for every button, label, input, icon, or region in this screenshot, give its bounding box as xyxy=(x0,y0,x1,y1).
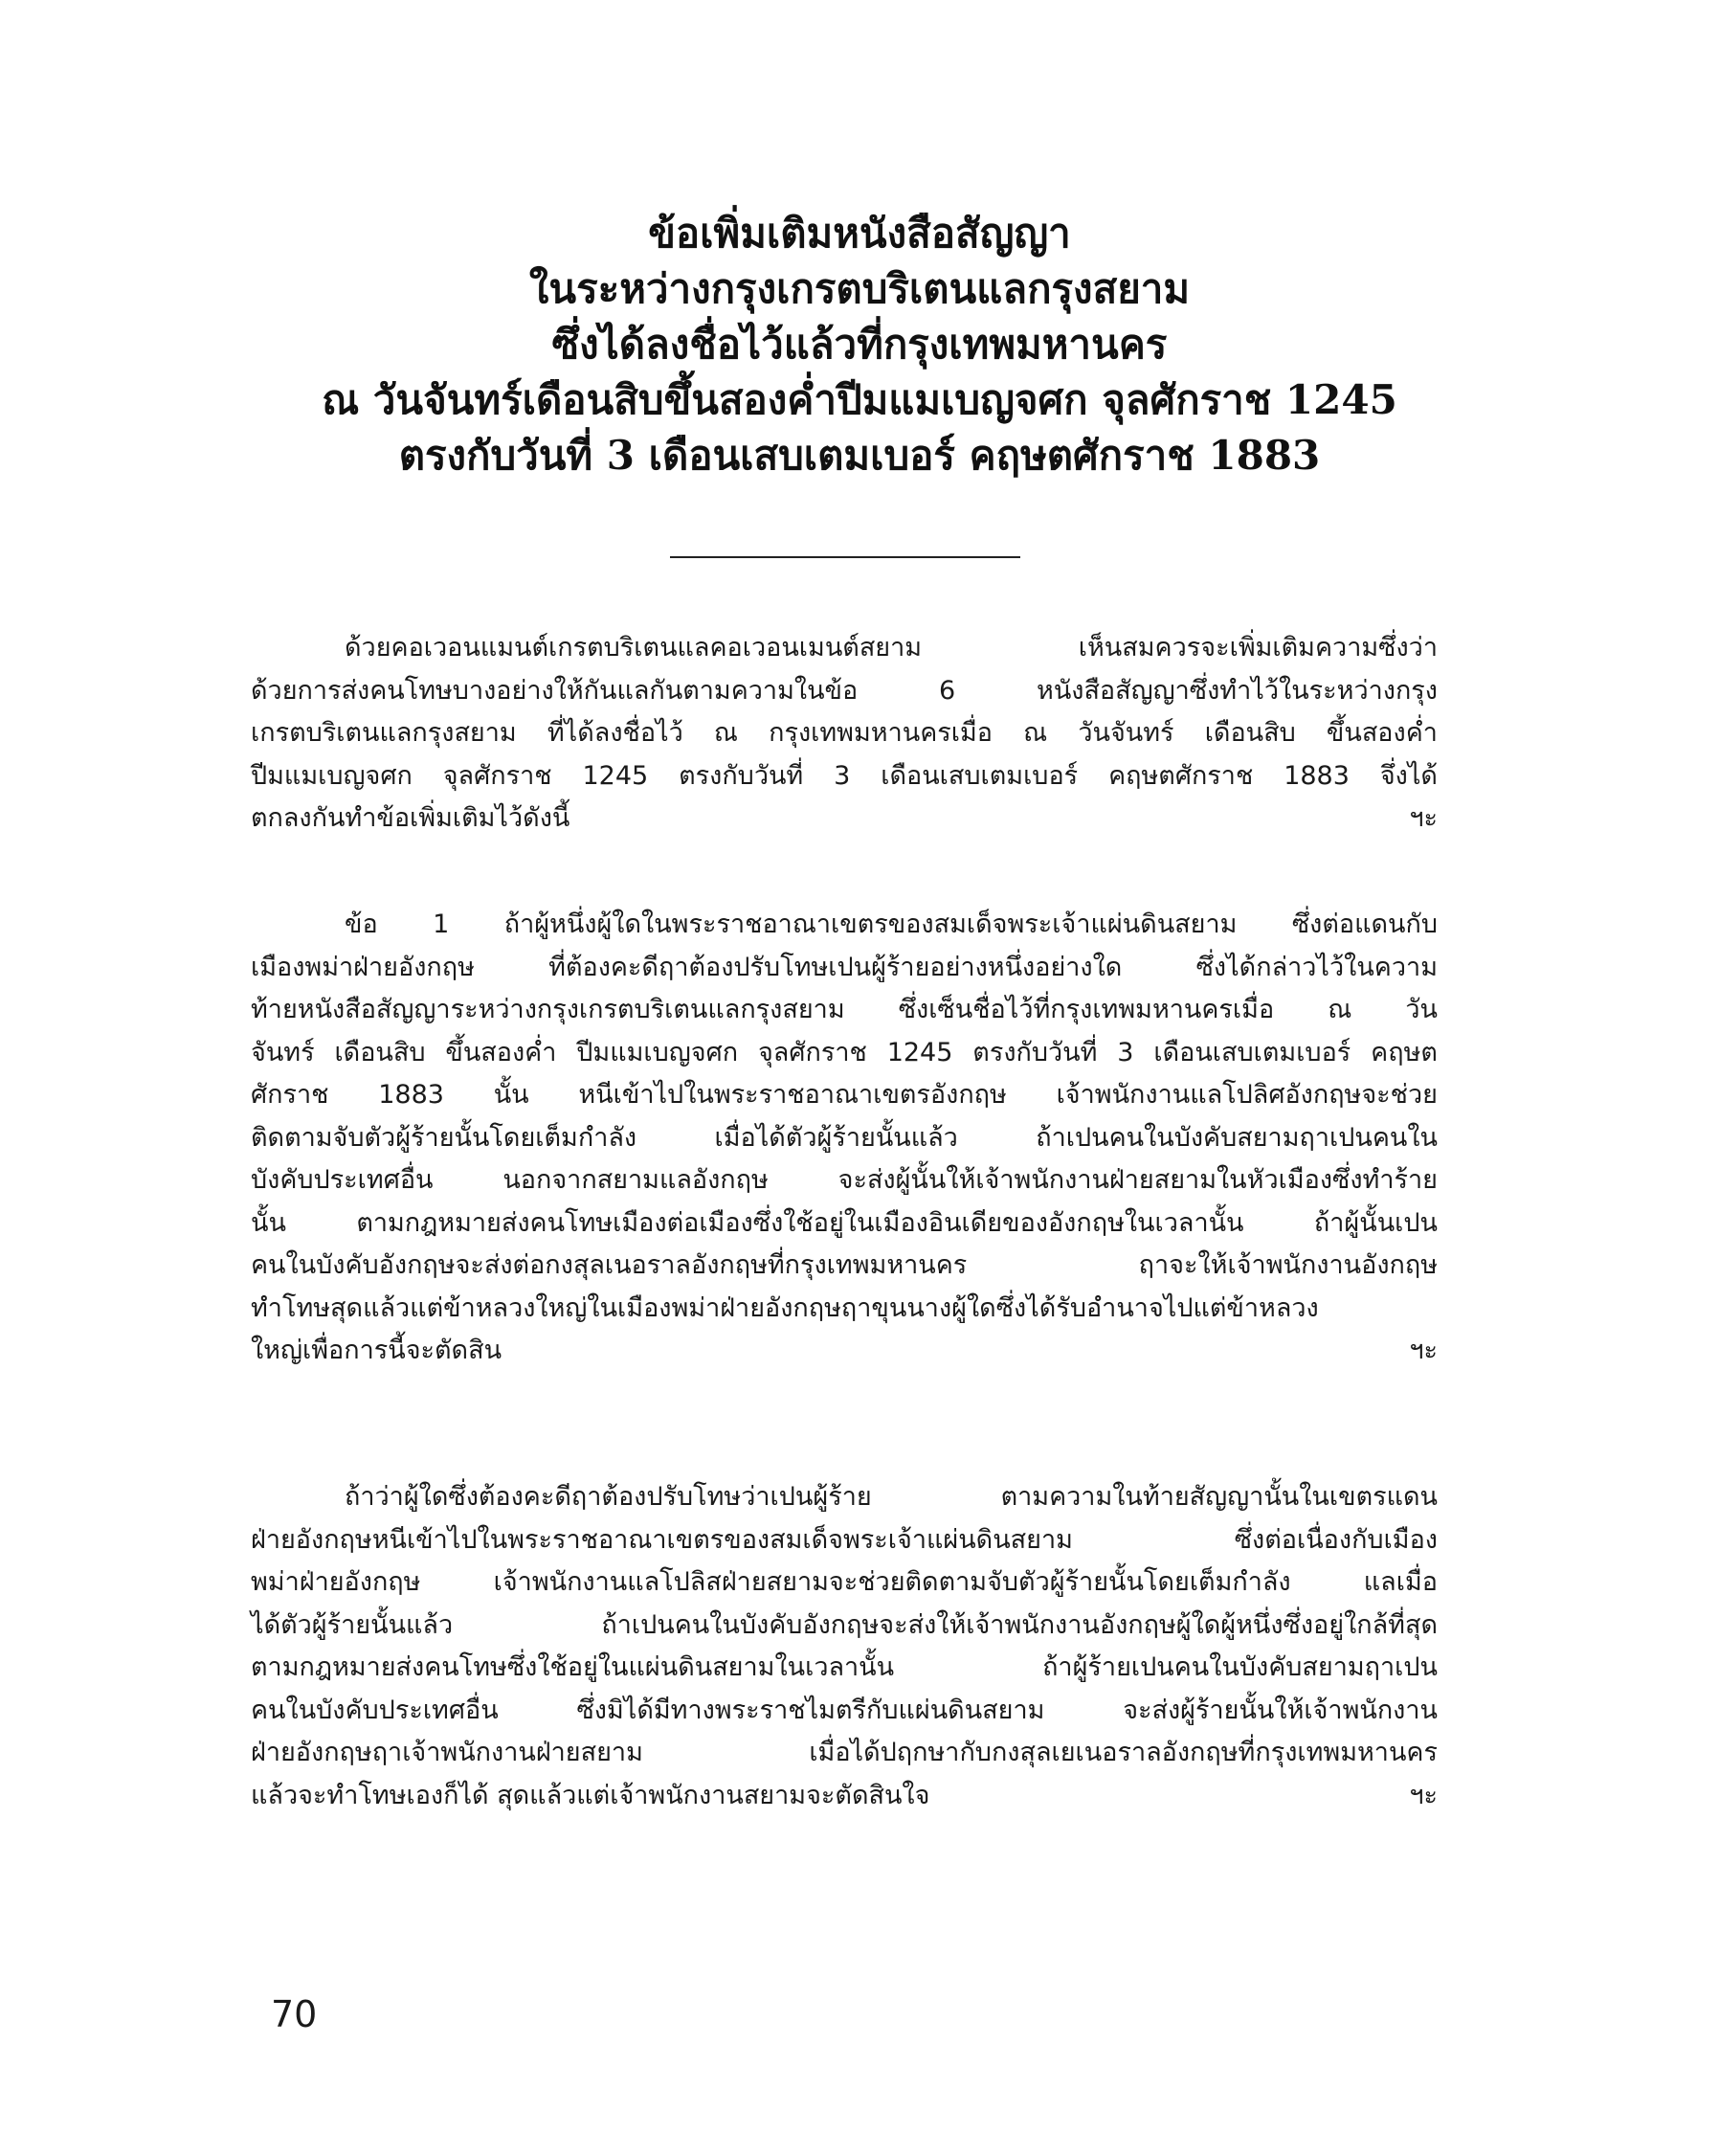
word: หนังสือสัญญาซึ่งทำไว้ในระหว่างกรุง xyxy=(1037,675,1438,706)
word: 3 xyxy=(834,760,851,791)
word: คฤษต xyxy=(1371,1037,1438,1067)
end-mark: ฯะ xyxy=(1409,803,1438,833)
word: ซึ่งต่อแดนกับ xyxy=(1291,910,1438,939)
word: ถ้าว่าผู้ใดซึ่งต้องคะดีฤาต้องปรับโทษว่าเปนผู้ร้าย xyxy=(345,1482,872,1512)
word: ขึ้นสองค่ำ xyxy=(1326,718,1438,748)
paragraph-line xyxy=(251,1032,1438,1075)
paragraph-line xyxy=(251,755,1438,798)
title-line-4: ณ วันจันทร์เดือนสิบขึ้นสองค่ำปีมแมเบญจศก จุลศักราช 1245 xyxy=(322,376,1397,423)
word: เมืองพม่าฝ่ายอังกฤษ xyxy=(251,952,475,982)
end-mark: ฯะ xyxy=(1409,1336,1438,1365)
word: ทำโทษสุดแล้วแต่ข้าหลวงใหญ่ในเมืองพม่าฝ่ายอังกฤษฤาขุนนางผู้ใดซึ่งได้รับอำนาจไปแต่ข้าหลวง xyxy=(251,1292,1319,1323)
word: กรุงเทพมหานครเมื่อ xyxy=(769,718,993,748)
word: 1883 xyxy=(1284,760,1350,791)
paragraph-line xyxy=(251,1330,1438,1373)
paragraph-line xyxy=(251,904,1438,947)
word: วันจันทร์ xyxy=(1078,718,1174,748)
paragraph-line xyxy=(251,1519,1438,1562)
title-line-3: ซึ่งได้ลงชื่อไว้แล้วที่กรุงเทพมหานคร xyxy=(551,321,1168,368)
word: เกรตบริเตนแลกรุงสยาม xyxy=(251,718,517,748)
word: เมื่อได้ปฤกษากับกงสุลเยเนอราลอังกฤษที่กรุงเทพมหานคร xyxy=(809,1738,1438,1767)
word: พม่าฝ่ายอังกฤษ xyxy=(251,1567,421,1597)
paragraph-line xyxy=(251,1561,1438,1605)
word: 3 xyxy=(1117,1037,1134,1067)
word: ติดตามจับตัวผู้ร้ายนั้นโดยเต็มกำลัง xyxy=(251,1122,637,1153)
word: ด้วยการส่งคนโทษบางอย่างให้กันแลกันตามความในข้อ xyxy=(251,675,859,706)
word: นั้น xyxy=(493,1080,529,1110)
page-number: 70 xyxy=(271,1993,318,2035)
paragraph-line xyxy=(251,1732,1438,1775)
word: บังคับประเทศอื่น xyxy=(251,1165,434,1195)
word: ณ xyxy=(713,718,738,748)
word: จันทร์ xyxy=(251,1037,315,1067)
word: ท้ายหนังสือสัญญาระหว่างกรุงเกรตบริเตนแลกรุงสยาม xyxy=(251,995,845,1024)
word: จึ่งได้ xyxy=(1379,760,1438,791)
word: นั้น xyxy=(251,1207,286,1238)
word: ตามกฎหมายส่งคนโทษเมืองต่อเมืองซึ่งใช้อยู่ในเมืองอินเดียของอังกฤษในเวลานั้น xyxy=(356,1207,1244,1238)
word: 1245 xyxy=(582,760,649,791)
word: คฤษตศักราช xyxy=(1108,760,1254,791)
title-line-2: ในระหว่างกรุงเกรตบริเตนแลกรุงสยาม xyxy=(528,265,1191,312)
paragraph-line xyxy=(251,1690,1438,1733)
word: ฝ่ายอังกฤษหนีเข้าไปในพระราชอาณาเขตรของสมเด็จพระเจ้าแผ่นดินสยาม xyxy=(251,1524,1073,1555)
word: จะส่งผู้นั้นให้เจ้าพนักงานฝ่ายสยามในหัวเมืองซึ่งทำร้าย xyxy=(837,1165,1438,1195)
word: 1 xyxy=(433,910,450,939)
word: คนในบังคับประเทศอื่น xyxy=(251,1695,499,1725)
word: ฝ่ายอังกฤษฤาเจ้าพนักงานฝ่ายสยาม xyxy=(251,1738,643,1767)
paragraph-line xyxy=(251,947,1438,990)
word: ขึ้นสองค่ำ xyxy=(445,1037,557,1067)
word: แลเมื่อ xyxy=(1363,1567,1438,1597)
paragraph-line xyxy=(251,989,1438,1032)
word: ตรงกับวันที่ xyxy=(972,1037,1098,1067)
paragraph-line xyxy=(251,1647,1438,1690)
paragraph-line xyxy=(251,627,1438,670)
word: หนีเข้าไปในพระราชอาณาเขตรอังกฤษ xyxy=(578,1080,1007,1110)
paragraph-line xyxy=(251,1159,1438,1202)
paragraph-line xyxy=(251,1775,1438,1818)
word: เดือนสิบ xyxy=(334,1037,426,1067)
paragraph-line-text: ตกลงกันทำข้อเพิ่มเติมไว้ดังนี้ xyxy=(251,803,570,833)
word: ถ้าเปนคนในบังคับอังกฤษจะส่งให้เจ้าพนักงานอังกฤษผู้ใดผู้หนึ่งซึ่งอยู่ใกล้ที่สุด xyxy=(601,1609,1438,1640)
word: วัน xyxy=(1405,995,1438,1024)
word: ซึ่งต่อเนื่องกับเมือง xyxy=(1234,1524,1438,1555)
word: ข้อ xyxy=(345,910,378,939)
end-mark: ฯะ xyxy=(1409,1780,1438,1810)
word: จุลศักราช xyxy=(757,1037,867,1067)
word: คนในบังคับอังกฤษจะส่งต่อกงสุลเนอราลอังกฤษที่กรุงเทพมหานคร xyxy=(251,1250,968,1280)
paragraph-line xyxy=(251,1245,1438,1288)
title-divider xyxy=(670,556,1020,558)
word: ศักราช xyxy=(251,1080,329,1110)
word: เดือนเสบเตมเบอร์ xyxy=(1153,1037,1351,1067)
paragraph-preamble xyxy=(251,627,1438,841)
paragraph-line xyxy=(251,797,1438,841)
word: เดือนสิบ xyxy=(1204,718,1296,748)
paragraph-line xyxy=(251,1074,1438,1117)
word: ตามความในท้ายสัญญานั้นในเขตรแดน xyxy=(1000,1482,1438,1512)
word: ซึ่งได้กล่าวไว้ในความ xyxy=(1195,952,1438,982)
word: เจ้าพนักงานแลโปลิสฝ่ายสยามจะช่วยติดตามจับตัวผู้ร้ายนั้นโดยเต็มกำลัง xyxy=(493,1567,1291,1597)
word: จุลศักราช xyxy=(442,760,552,791)
word: ปีมแมเบญจศก xyxy=(576,1037,739,1067)
word: จะส่งผู้ร้ายนั้นให้เจ้าพนักงาน xyxy=(1123,1695,1438,1725)
word: ซึ่งมิได้มีทางพระราชไมตรีกับแผ่นดินสยาม xyxy=(576,1695,1045,1725)
word: เมื่อได้ตัวผู้ร้ายนั้นแล้ว xyxy=(714,1122,958,1153)
word: นอกจากสยามแลอังกฤษ xyxy=(502,1165,769,1195)
word: ถ้าผู้หนึ่งผู้ใดในพระราชอาณาเขตรของสมเด็จพระเจ้าแผ่นดินสยาม xyxy=(503,910,1238,939)
paragraph-line xyxy=(251,670,1438,713)
word: 6 xyxy=(939,675,956,706)
word: ได้ตัวผู้ร้ายนั้นแล้ว xyxy=(251,1609,454,1640)
paragraph-line xyxy=(251,1288,1438,1331)
word: เห็นสมควรจะเพิ่มเติมความซึ่งว่า xyxy=(1078,633,1438,663)
word: เจ้าพนักงานแลโปลิศอังกฤษจะช่วย xyxy=(1056,1080,1438,1110)
paragraph-article-1 xyxy=(251,904,1438,1373)
paragraph-line-text: แล้วจะทำโทษเองก็ได้ สุดแล้วแต่เจ้าพนักงานสยามจะตัดสินใจ xyxy=(251,1780,930,1810)
word: ตามกฎหมายส่งคนโทษซึ่งใช้อยู่ในแผ่นดินสยามในเวลานั้น xyxy=(251,1652,895,1682)
paragraph-article-1-continued xyxy=(251,1476,1438,1817)
word: 1245 xyxy=(886,1037,953,1067)
title-line-5: ตรงกับวันที่ 3 เดือนเสบเตมเบอร์ คฤษตศักราช 1883 xyxy=(398,432,1321,479)
paragraph-line xyxy=(251,1605,1438,1648)
document-title xyxy=(249,206,1470,483)
paragraph-line xyxy=(251,1476,1438,1519)
word: ถ้าเปนคนในบังคับสยามฤาเปนคนใน xyxy=(1036,1122,1438,1153)
word: ฤาจะให้เจ้าพนักงานอังกฤษ xyxy=(1138,1250,1438,1280)
paragraph-line-text: ใหญ่เพื่อการนี้จะตัดสิน xyxy=(251,1336,502,1365)
word: ถ้าผู้นั้นเปน xyxy=(1313,1207,1438,1238)
paragraph-line xyxy=(251,1117,1438,1160)
word: ปีมแมเบญจศก xyxy=(251,760,413,791)
paragraph-line xyxy=(251,712,1438,755)
word: ที่ได้ลงชื่อไว้ xyxy=(547,718,683,748)
word: ณ xyxy=(1328,995,1352,1024)
word: ตรงกับวันที่ xyxy=(679,760,804,791)
word: ณ xyxy=(1023,718,1048,748)
word: เดือนเสบเตมเบอร์ xyxy=(881,760,1079,791)
word: ซึ่งเซ็นชื่อไว้ที่กรุงเทพมหานครเมื่อ xyxy=(898,995,1275,1024)
paragraph-line xyxy=(251,1202,1438,1246)
word: ถ้าผู้ร้ายเปนคนในบังคับสยามฤาเปน xyxy=(1042,1652,1438,1682)
title-line-1: ข้อเพิ่มเติมหนังสือสัญญา xyxy=(648,210,1071,257)
word: ด้วยคอเวอนแมนต์เกรตบริเตนแลคอเวอนเมนต์สยาม xyxy=(345,633,923,663)
word: ที่ต้องคะดีฤาต้องปรับโทษเปนผู้ร้ายอย่างหนึ่งอย่างใด xyxy=(548,952,1123,982)
word: 1883 xyxy=(378,1080,444,1110)
